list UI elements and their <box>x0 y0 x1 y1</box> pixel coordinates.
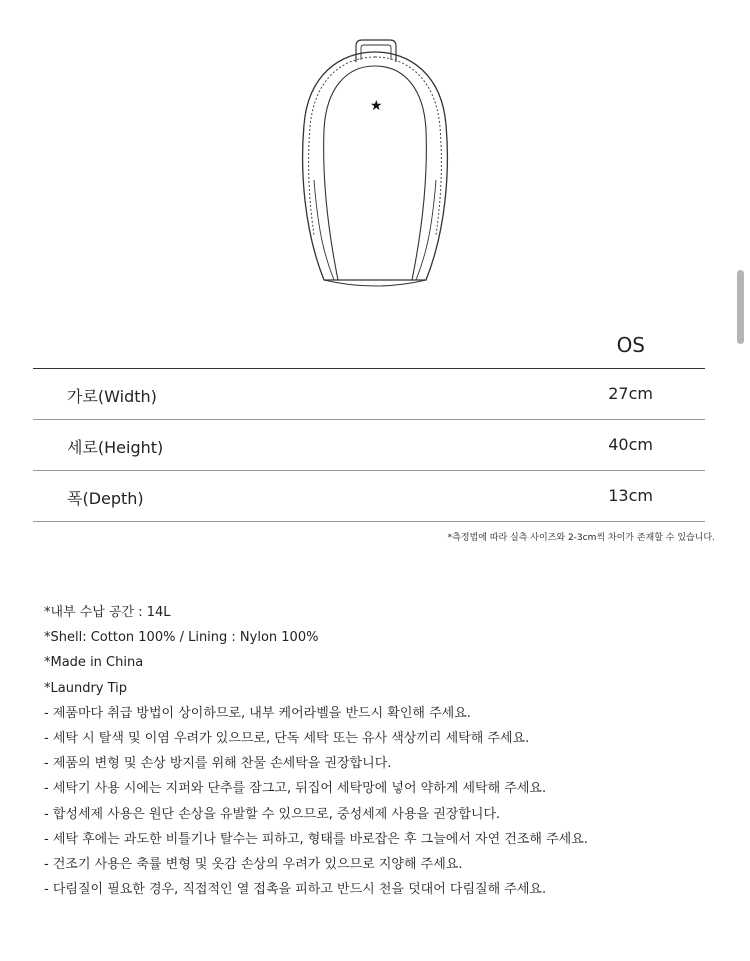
laundry-tip-line: - 세탁 후에는 과도한 비틀기나 탈수는 피하고, 형태를 바로잡은 후 그늘에서 자연 건조해 주세요. <box>44 831 588 847</box>
measurement-note: *측정법에 따라 실측 사이즈와 2-3cm씩 차이가 존재할 수 있습니다. <box>447 533 715 543</box>
size-row-value: 40cm <box>608 435 653 454</box>
laundry-tip-line: - 세탁 시 탈색 및 이염 우려가 있으므로, 단독 세탁 또는 유사 색상끼리 세탁해 주세요. <box>44 731 530 747</box>
laundry-tip-line: - 건조기 사용은 축률 변형 및 옷감 손상의 우려가 있으므로 지양해 주세요. <box>44 857 463 873</box>
scrollbar-thumb[interactable] <box>737 270 744 344</box>
laundry-tip-line: - 제품의 변형 및 손상 방지를 위해 찬물 손세탁을 권장합니다. <box>44 756 392 772</box>
size-table <box>33 330 705 522</box>
detail-line: *Laundry Tip <box>44 680 128 696</box>
detail-line: *내부 수납 공간 : 14L <box>44 605 171 620</box>
size-row-label: 세로(Height) <box>67 438 164 457</box>
laundry-tip-line: - 합성세제 사용은 원단 손상을 유발할 수 있으므로, 중성세제 사용을 권장합니다. <box>44 806 501 822</box>
backpack-illustration <box>290 30 460 295</box>
backpack-zipper <box>309 57 442 235</box>
size-table-header <box>33 330 705 369</box>
laundry-tip-line: - 세탁기 사용 시에는 지퍼와 단추를 잠그고, 뒤집어 세탁망에 넣어 약하게 세탁해 주세요. <box>44 781 547 797</box>
laundry-tip-line: - 다림질이 필요한 경우, 직접적인 열 접촉을 피하고 반드시 천을 덧대어 다림질해 주세요. <box>44 882 547 898</box>
size-row-label: 폭(Depth) <box>67 489 144 508</box>
product-details <box>44 600 724 902</box>
star-logo-icon: ★ <box>370 98 383 114</box>
detail-line: *Shell: Cotton 100% / Lining : Nylon 100% <box>44 630 319 646</box>
size-row-width <box>33 369 705 420</box>
size-row-label: 가로(Width) <box>67 387 157 406</box>
size-column-label: OS <box>616 333 645 357</box>
size-row-height <box>33 420 705 471</box>
size-row-depth <box>33 471 705 522</box>
detail-line: *Made in China <box>44 655 144 671</box>
size-row-value: 13cm <box>608 486 653 505</box>
size-row-value: 27cm <box>608 384 653 403</box>
laundry-tip-line: - 제품마다 취급 방법이 상이하므로, 내부 케어라벨을 반드시 확인해 주세요. <box>44 705 471 721</box>
